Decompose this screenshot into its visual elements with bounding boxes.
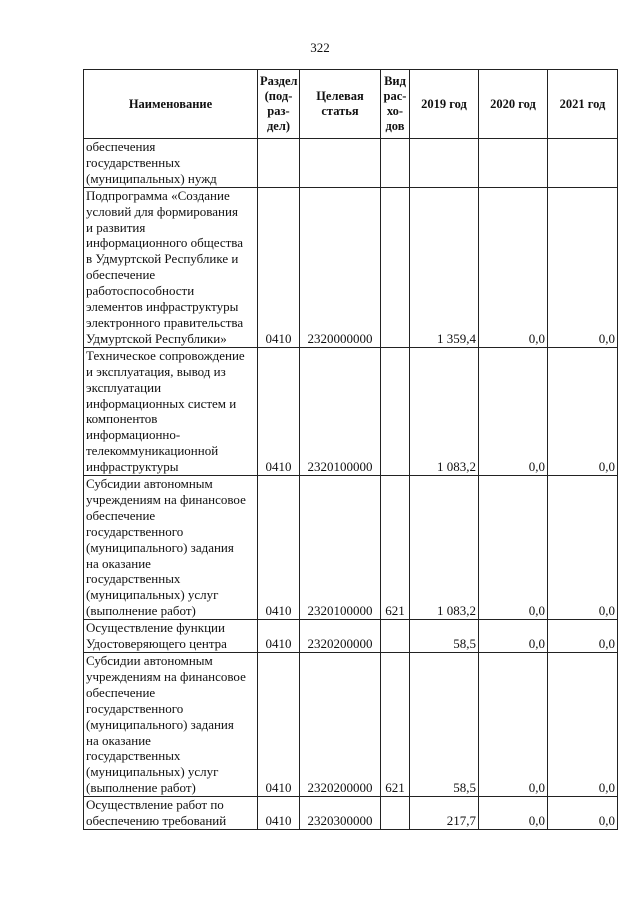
cell-name-line: (муниципальных) услуг — [86, 764, 219, 780]
cell-name-line: (выполнение работ) — [86, 780, 196, 796]
cell-name-line: государственных — [86, 154, 181, 170]
cell-name-line: обеспечение — [86, 267, 156, 283]
cell-name-line: учреждениям на финансовое — [86, 491, 246, 507]
cell-name-line: Субсидии автономным — [86, 476, 213, 492]
header-vid-line: Вид — [384, 74, 406, 88]
cell-2020: 0,0 — [479, 620, 548, 653]
cell-name-line: Осуществление функции — [86, 620, 225, 636]
header-section-line: дел) — [266, 119, 291, 133]
cell-section: 0410 — [258, 187, 300, 347]
cell-2020: 0,0 — [479, 347, 548, 475]
cell-name-line: государственного — [86, 523, 184, 539]
cell-2020: 0,0 — [479, 797, 548, 830]
cell-vid: 621 — [381, 653, 410, 797]
cell-2021 — [548, 139, 618, 188]
header-section-line: (под- — [264, 89, 293, 103]
cell-2021: 0,0 — [548, 187, 618, 347]
header-section-line: Раздел — [260, 74, 298, 88]
cell-name-line: Осуществление работ по — [86, 797, 224, 813]
cell-name-line: (муниципального) задания — [86, 716, 234, 732]
table-row — [84, 620, 618, 653]
table-row — [84, 187, 618, 347]
cell-2019: 58,5 — [410, 620, 479, 653]
cell-name-line: на оказание — [86, 732, 151, 748]
cell-section — [258, 139, 300, 188]
cell-name-line: Удмуртской Республики» — [86, 330, 227, 346]
cell-name-line: Подпрограмма «Создание — [86, 187, 230, 203]
cell-target: 2320000000 — [300, 187, 381, 347]
cell-target: 2320300000 — [300, 797, 381, 830]
header-vid-line: дов — [385, 119, 405, 133]
table-header-row — [84, 70, 618, 139]
cell-2020: 0,0 — [479, 653, 548, 797]
cell-2020 — [479, 139, 548, 188]
cell-2021: 0,0 — [548, 620, 618, 653]
header-name: Наименование — [84, 70, 258, 139]
table-row — [84, 797, 618, 830]
cell-name — [84, 347, 258, 475]
header-vid — [381, 70, 410, 139]
cell-2019: 1 083,2 — [410, 476, 479, 620]
cell-vid — [381, 139, 410, 188]
cell-name-line: и эксплуатация, вывод из — [86, 363, 226, 379]
cell-name-line: телекоммуникационной — [86, 443, 219, 459]
cell-2019: 1 359,4 — [410, 187, 479, 347]
cell-name-line: (выполнение работ) — [86, 603, 196, 619]
cell-vid — [381, 187, 410, 347]
cell-name — [84, 476, 258, 620]
cell-name-line: компонентов — [86, 411, 158, 427]
table-row — [84, 653, 618, 797]
cell-2019: 1 083,2 — [410, 347, 479, 475]
cell-name-line: элементов инфраструктуры — [86, 299, 239, 315]
cell-name-line: электронного правительства — [86, 314, 244, 330]
cell-2020: 0,0 — [479, 476, 548, 620]
cell-name — [84, 187, 258, 347]
cell-name-line: обеспечения — [86, 139, 156, 154]
cell-name-line: Субсидии автономным — [86, 653, 213, 668]
cell-name-line: государственных — [86, 748, 181, 764]
header-vid-line: хо- — [386, 104, 404, 118]
cell-section: 0410 — [258, 347, 300, 475]
cell-name-line: обеспечению требований — [86, 813, 227, 829]
cell-name-line: информационно- — [86, 427, 181, 443]
table-row — [84, 476, 618, 620]
cell-name-line: информационного общества — [86, 235, 244, 251]
cell-name-line: Техническое сопровождение — [86, 347, 245, 363]
cell-name-line: информационных систем и — [86, 395, 237, 411]
cell-target: 2320100000 — [300, 476, 381, 620]
cell-name-line: обеспечение — [86, 507, 156, 523]
cell-name-line: инфраструктуры — [86, 459, 179, 475]
header-target: Целевая статья — [300, 70, 381, 139]
cell-section: 0410 — [258, 653, 300, 797]
cell-name-line: работоспособности — [86, 283, 195, 299]
cell-target: 2320100000 — [300, 347, 381, 475]
cell-name-line: обеспечение — [86, 684, 156, 700]
header-vid-line: рас- — [383, 89, 407, 103]
cell-target — [300, 139, 381, 188]
header-2019: 2019 год — [410, 70, 479, 139]
cell-2019 — [410, 139, 479, 188]
cell-2019: 217,7 — [410, 797, 479, 830]
cell-vid — [381, 347, 410, 475]
cell-name-line: государственного — [86, 700, 184, 716]
cell-2021: 0,0 — [548, 797, 618, 830]
header-section-line: раз- — [267, 104, 290, 118]
cell-vid — [381, 797, 410, 830]
cell-target: 2320200000 — [300, 620, 381, 653]
cell-2020: 0,0 — [479, 187, 548, 347]
table-body — [84, 139, 618, 830]
cell-section: 0410 — [258, 797, 300, 830]
header-2020: 2020 год — [479, 70, 548, 139]
cell-2021: 0,0 — [548, 347, 618, 475]
cell-2021: 0,0 — [548, 476, 618, 620]
budget-table — [83, 69, 618, 830]
cell-name-line: условий для формирования — [86, 203, 238, 219]
cell-target: 2320200000 — [300, 653, 381, 797]
cell-vid — [381, 620, 410, 653]
cell-name-line: (муниципальных) услуг — [86, 587, 219, 603]
cell-name-line: на оказание — [86, 555, 151, 571]
cell-name — [84, 620, 258, 653]
header-2021: 2021 год — [548, 70, 618, 139]
cell-name — [84, 797, 258, 830]
cell-name-line: Удостоверяющего центра — [86, 636, 227, 652]
cell-name-line: учреждениям на финансовое — [86, 668, 246, 684]
cell-2021: 0,0 — [548, 653, 618, 797]
table-row — [84, 139, 618, 188]
page-number: 322 — [310, 40, 330, 55]
cell-name-line: государственных — [86, 571, 181, 587]
cell-section: 0410 — [258, 620, 300, 653]
cell-vid: 621 — [381, 476, 410, 620]
header-section — [258, 70, 300, 139]
cell-name-line: эксплуатации — [86, 379, 162, 395]
table-row — [84, 347, 618, 475]
cell-name-line: и развития — [86, 219, 146, 235]
cell-name — [84, 139, 258, 188]
cell-section: 0410 — [258, 476, 300, 620]
cell-name-line: (муниципальных) нужд — [86, 170, 217, 186]
cell-name-line: в Удмуртской Республике и — [86, 251, 239, 267]
cell-name-line: (муниципального) задания — [86, 539, 234, 555]
cell-name — [84, 653, 258, 797]
cell-2019: 58,5 — [410, 653, 479, 797]
